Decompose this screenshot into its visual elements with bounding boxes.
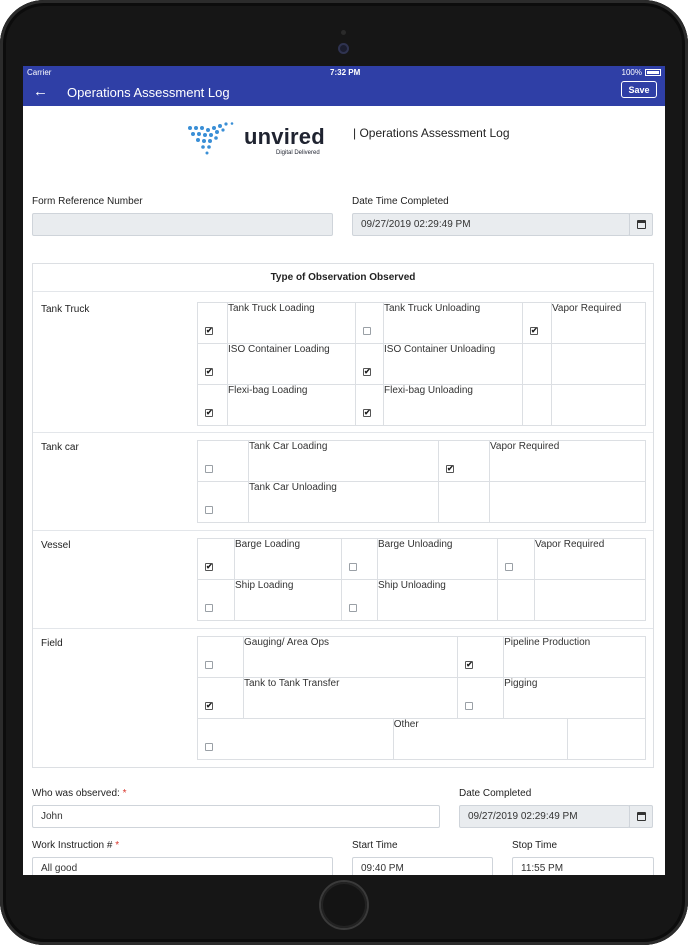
iso-unloading-checkbox[interactable]: [356, 344, 384, 385]
date-time-completed-label: Date Time Completed: [352, 196, 449, 207]
vapor-required-checkbox[interactable]: [523, 303, 552, 344]
checkbox[interactable]: [505, 563, 513, 571]
checkbox[interactable]: ✔: [447, 464, 454, 473]
tank-truck-unloading-checkbox[interactable]: [356, 303, 384, 344]
option-label: Pipeline Production: [504, 637, 646, 678]
checkbox[interactable]: [205, 661, 213, 669]
stop-time-field[interactable]: 11:55 PM: [512, 857, 654, 875]
calendar-icon: [637, 812, 646, 821]
date-time-completed-field[interactable]: 09/27/2019 02:29:49 PM: [352, 213, 630, 236]
tank-car-label: Tank car: [41, 442, 79, 453]
arrow-left-icon[interactable]: ←: [33, 83, 48, 100]
ship-loading-checkbox[interactable]: [198, 580, 235, 621]
checkbox[interactable]: [205, 604, 213, 612]
required-mark: *: [115, 840, 120, 851]
calendar-button[interactable]: [629, 213, 653, 236]
work-instruction-field[interactable]: All good: [32, 857, 333, 875]
tank-truck-label: Tank Truck: [41, 304, 90, 315]
form-ref-field[interactable]: [32, 213, 333, 236]
carrier-label: Carrier: [27, 68, 52, 77]
status-bar: [23, 66, 665, 80]
checkbox[interactable]: ✔: [364, 408, 371, 417]
option-label: Tank Truck Loading: [228, 303, 356, 344]
empty-cell: [552, 385, 646, 426]
vessel-label: Vessel: [41, 540, 71, 551]
option-label: Vapor Required: [490, 441, 646, 482]
checkbox[interactable]: [205, 743, 213, 751]
calendar-icon: [637, 220, 646, 229]
camera-icon: [338, 43, 349, 54]
gauging-checkbox[interactable]: [198, 637, 244, 678]
home-button[interactable]: [321, 882, 367, 928]
option-label: Vapor Required: [535, 539, 646, 580]
tank-truck-loading-checkbox[interactable]: [198, 303, 228, 344]
stop-time-label: Stop Time: [512, 840, 558, 851]
battery-status: [622, 68, 661, 77]
form-ref-label: Form Reference Number: [32, 196, 143, 207]
start-time-field[interactable]: 09:40 PM: [352, 857, 493, 875]
required-mark: *: [122, 788, 127, 799]
pipeline-production-checkbox[interactable]: [458, 637, 504, 678]
date-completed-field[interactable]: 09/27/2019 02:29:49 PM: [459, 805, 630, 828]
calendar-button[interactable]: [629, 805, 653, 828]
checkbox[interactable]: [349, 563, 357, 571]
tank-transfer-checkbox[interactable]: [198, 678, 244, 719]
checkbox[interactable]: ✔: [531, 326, 538, 335]
pigging-checkbox[interactable]: [458, 678, 504, 719]
option-label: ISO Container Loading: [228, 344, 356, 385]
empty-cell: [498, 580, 535, 621]
checkbox[interactable]: ✔: [206, 326, 213, 335]
checkbox[interactable]: ✔: [364, 367, 371, 376]
option-label: Other: [393, 719, 568, 760]
checkbox[interactable]: ✔: [206, 367, 213, 376]
field-options: [197, 636, 646, 760]
divider: [33, 530, 653, 531]
checkbox[interactable]: ✔: [466, 660, 473, 669]
battery-icon: [645, 69, 661, 76]
option-label: Barge Loading: [235, 539, 342, 580]
page-title: Operations Assessment Log: [67, 85, 230, 100]
unvired-logo: [186, 122, 336, 162]
tank-car-options: [197, 440, 646, 523]
option-label: Tank to Tank Transfer: [244, 678, 458, 719]
option-label: Gauging/ Area Ops: [244, 637, 458, 678]
option-label: Tank Car Loading: [249, 441, 439, 482]
option-label: Pigging: [504, 678, 646, 719]
observation-heading: Type of Observation Observed: [33, 264, 653, 292]
vessel-vapor-checkbox[interactable]: [498, 539, 535, 580]
save-button[interactable]: Save: [621, 81, 657, 98]
observed-label: [32, 788, 127, 799]
other-checkbox[interactable]: [198, 719, 394, 760]
field-label: Field: [41, 638, 63, 649]
brand-name: unvired: [244, 124, 325, 149]
flexi-loading-checkbox[interactable]: [198, 385, 228, 426]
checkbox[interactable]: [349, 604, 357, 612]
barge-unloading-checkbox[interactable]: [342, 539, 378, 580]
checkbox[interactable]: [205, 506, 213, 514]
tank-car-vapor-checkbox[interactable]: [439, 441, 490, 482]
option-label: Tank Car Unloading: [249, 482, 439, 523]
clock: 7:32 PM: [330, 68, 361, 77]
checkbox[interactable]: [363, 327, 371, 335]
work-instruction-label-text: Work Instruction #: [32, 840, 113, 851]
divider: [33, 628, 653, 629]
option-label: Tank Truck Unloading: [384, 303, 523, 344]
nav-bar: [23, 80, 665, 106]
empty-cell: [523, 385, 552, 426]
option-label: Vapor Required: [552, 303, 646, 344]
form-header-title: | Operations Assessment Log: [353, 126, 510, 140]
brand-tagline: Digital Delivered: [276, 150, 320, 156]
tank-car-unloading-checkbox[interactable]: [198, 482, 249, 523]
vessel-options: [197, 538, 646, 621]
start-time-label: Start Time: [352, 840, 398, 851]
option-label: Flexi-bag Loading: [228, 385, 356, 426]
empty-cell: [523, 344, 552, 385]
tank-truck-options: [197, 302, 646, 426]
logo-mark-icon: [186, 122, 238, 158]
checkbox[interactable]: ✔: [206, 408, 213, 417]
battery-percent: 100%: [621, 68, 642, 77]
iso-loading-checkbox[interactable]: [198, 344, 228, 385]
empty-cell: [552, 344, 646, 385]
date-completed-label: Date Completed: [459, 788, 532, 799]
checkbox[interactable]: ✔: [206, 701, 213, 710]
observed-label-text: Who was observed:: [32, 788, 120, 799]
tank-car-loading-checkbox[interactable]: [198, 441, 249, 482]
empty-cell: [535, 580, 646, 621]
option-label: Ship Unloading: [378, 580, 498, 621]
flexi-unloading-checkbox[interactable]: [356, 385, 384, 426]
sensor-icon: [341, 30, 346, 35]
divider: [33, 432, 653, 433]
observation-panel: [32, 263, 654, 768]
barge-loading-checkbox[interactable]: [198, 539, 235, 580]
checkbox[interactable]: ✔: [206, 562, 213, 571]
app-screen: [23, 66, 665, 875]
form-content: [23, 106, 665, 875]
empty-cell: [568, 719, 646, 760]
work-instruction-label: [32, 840, 119, 851]
observed-field[interactable]: John: [32, 805, 440, 828]
checkbox[interactable]: [205, 465, 213, 473]
option-label: Flexi-bag Unloading: [384, 385, 523, 426]
checkbox[interactable]: [465, 702, 473, 710]
option-label: Barge Unloading: [378, 539, 498, 580]
ship-unloading-checkbox[interactable]: [342, 580, 378, 621]
option-label: Ship Loading: [235, 580, 342, 621]
empty-cell: [439, 482, 490, 523]
empty-cell: [490, 482, 646, 523]
option-label: ISO Container Unloading: [384, 344, 523, 385]
